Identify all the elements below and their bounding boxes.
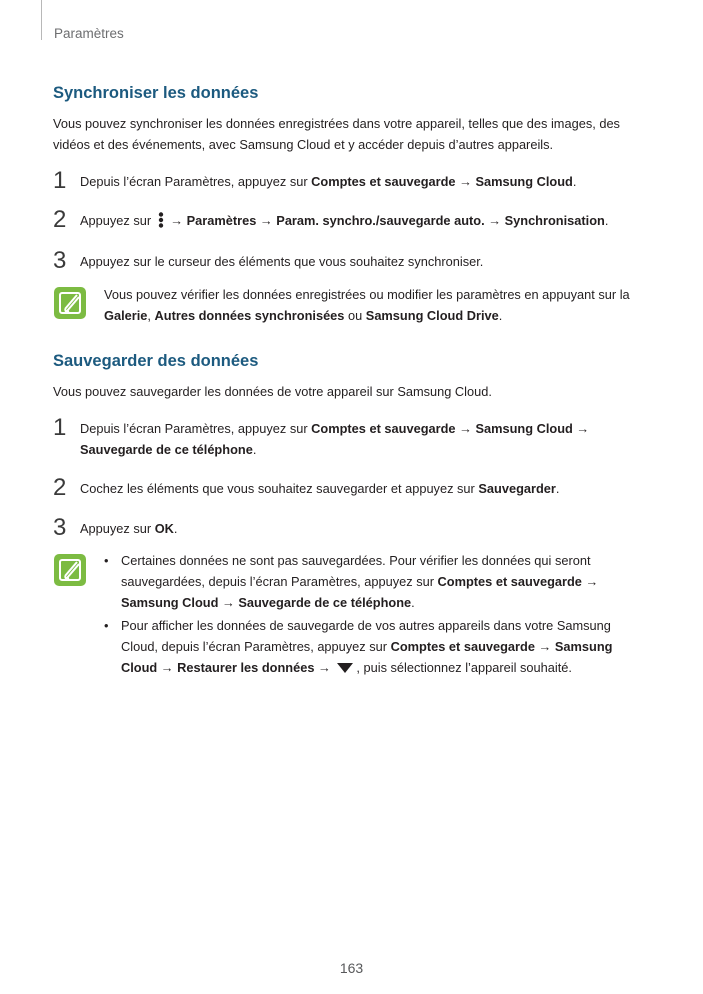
step-number: 2 [53, 206, 67, 233]
header-rule [41, 0, 42, 40]
page-number: 163 [339, 960, 364, 976]
step-text: Depuis l’écran Paramètres, appuyez sur Comptes et sauvegarde → Samsung Cloud. [80, 174, 577, 189]
step-text: Cochez les éléments que vous souhaitez sauvegarder et appuyez sur Sauvegarder. [80, 481, 560, 496]
dropdown-triangle-icon [336, 659, 354, 671]
bullet-text: Certaines données ne sont pas sauvegardées. Pour vérifier les données qui seront sauvegardées, depuis l’écran Paramètres, appuyez sur Comptes et sauvegarde → Samsung Cloud → Sauvegarde de ce téléphone. [121, 553, 599, 610]
bullet-dot: • [104, 618, 109, 633]
header-title: Paramètres [54, 26, 124, 41]
step-number: 1 [53, 167, 67, 194]
section-title-backup: Sauvegarder des données [53, 352, 259, 370]
backup-intro: Vous pouvez sauvegarder les données de votre appareil sur Samsung Cloud. [53, 384, 492, 399]
section-title-sync: Synchroniser les données [53, 84, 259, 102]
note-pencil-icon [54, 287, 86, 319]
step-text: Appuyez sur OK. [80, 521, 178, 536]
step-number: 3 [53, 514, 67, 541]
step-number: 2 [53, 474, 67, 501]
more-options-icon [158, 212, 164, 228]
bullet-dot: • [104, 553, 109, 568]
step-text: Appuyez sur → Paramètres → Param. synchro./sauvegarde auto. → Synchronisation. [80, 213, 609, 228]
bullet-text: Pour afficher les données de sauvegarde de vos autres appareils dans votre Samsung Cloud, depuis l’écran Paramètres, appuyez sur Comptes et sauvegarde → Samsung Cloud → Restaurer les données → , puis sélectionnez l’appareil souhaité. [121, 618, 613, 675]
sync-note: Vous pouvez vérifier les données enregistrées ou modifier les paramètres en appuyant sur la Galerie, Autres données synchronisées ou Samsung Cloud Drive. [104, 287, 630, 323]
sync-intro: Vous pouvez synchroniser les données enregistrées dans votre appareil, telles que des images, des vidéos et des événements, avec Samsung Cloud et y accéder depuis d’autres appareils. [53, 116, 620, 152]
step-number: 1 [53, 414, 67, 441]
step-text: Appuyez sur le curseur des éléments que vous souhaitez synchroniser. [80, 254, 484, 269]
note-pencil-icon [54, 554, 86, 586]
step-text: Depuis l’écran Paramètres, appuyez sur Comptes et sauvegarde → Samsung Cloud → Sauvegarde de ce téléphone. [80, 421, 590, 457]
step-number: 3 [53, 247, 67, 274]
